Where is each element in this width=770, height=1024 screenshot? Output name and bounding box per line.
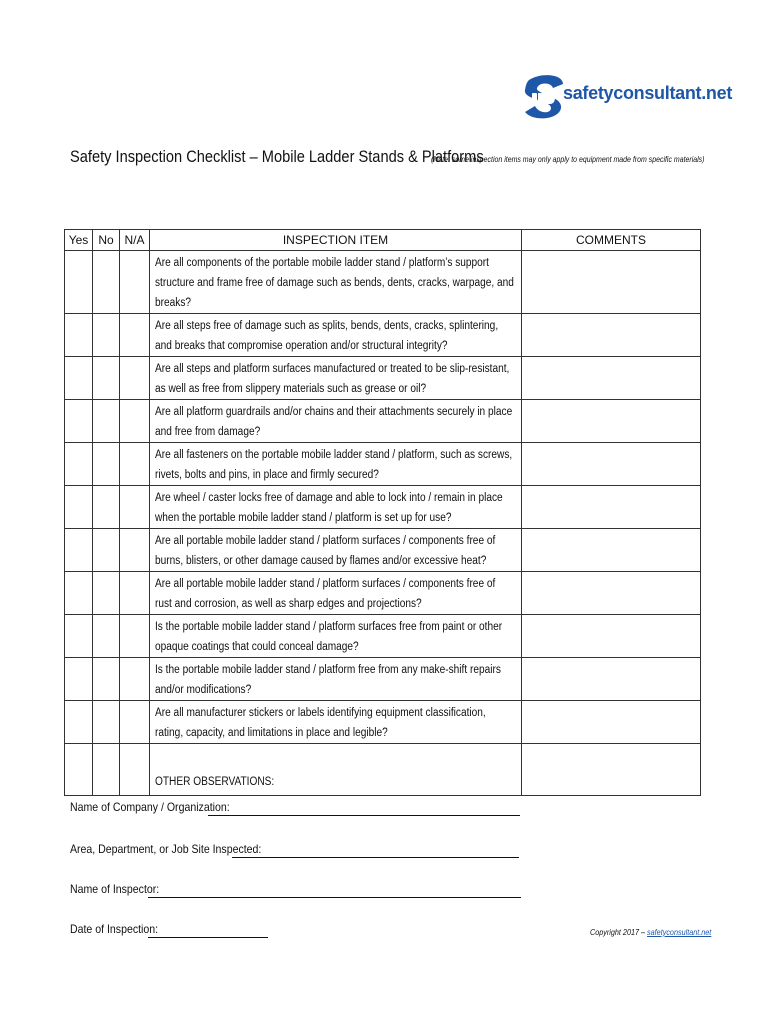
inspection-item-cell (150, 443, 522, 486)
comments-cell[interactable] (522, 400, 701, 443)
inspection-item-text: Are all components of the portable mobile ladder stand / platform’s support structure and frame free of damage such as bends, dents, cracks, warpage, and breaks? (155, 257, 514, 309)
comments-cell[interactable] (522, 615, 701, 658)
yes-checkbox-cell[interactable] (65, 744, 93, 796)
inspection-item-text: Are all steps free of damage such as splits, bends, dents, cracks, splintering, and breaks that compromise operation and/or structural integrity? (155, 320, 499, 352)
copyright-text: Copyright 2017 – (590, 927, 648, 937)
area-field (70, 842, 287, 856)
inspection-item-text: Are all manufacturer stickers or labels identifying equipment classification, rating, capacity, and limitations in place and legible? (155, 707, 486, 739)
table-row (65, 486, 701, 529)
inspection-item-cell (150, 400, 522, 443)
inspection-item-cell (150, 251, 522, 314)
column-header-comments: COMMENTS (522, 230, 701, 251)
no-checkbox-cell[interactable] (93, 486, 120, 529)
comments-cell[interactable] (522, 701, 701, 744)
date-input-line[interactable] (148, 937, 268, 938)
company-input-line[interactable] (208, 815, 520, 816)
yes-checkbox-cell[interactable] (65, 443, 93, 486)
comments-cell[interactable] (522, 314, 701, 357)
comments-cell[interactable] (522, 486, 701, 529)
area-input-line[interactable] (232, 857, 519, 858)
other-observations-label: OTHER OBSERVATIONS: (155, 776, 275, 788)
comments-cell[interactable] (522, 658, 701, 701)
no-checkbox-cell[interactable] (93, 701, 120, 744)
table-header-row (65, 230, 701, 251)
table-row (65, 443, 701, 486)
no-checkbox-cell[interactable] (93, 744, 120, 796)
inspection-item-cell (150, 486, 522, 529)
column-header-inspection-item: INSPECTION ITEM (150, 230, 522, 251)
comments-cell[interactable] (522, 251, 701, 314)
comments-cell[interactable] (522, 357, 701, 400)
no-checkbox-cell[interactable] (93, 529, 120, 572)
inspection-item-cell (150, 314, 522, 357)
no-checkbox-cell[interactable] (93, 615, 120, 658)
table-row (65, 615, 701, 658)
inspector-input-line[interactable] (148, 897, 521, 898)
na-checkbox-cell[interactable] (120, 251, 150, 314)
no-checkbox-cell[interactable] (93, 658, 120, 701)
column-header-no: No (93, 230, 120, 251)
yes-checkbox-cell[interactable] (65, 357, 93, 400)
na-checkbox-cell[interactable] (120, 357, 150, 400)
inspector-field (70, 882, 171, 896)
inspection-item-cell (150, 701, 522, 744)
area-label: Area, Department, or Job Site Inspected: (70, 842, 262, 856)
yes-checkbox-cell[interactable] (65, 615, 93, 658)
no-checkbox-cell[interactable] (93, 572, 120, 615)
inspector-label: Name of Inspector: (70, 882, 160, 896)
inspection-checklist-table (64, 229, 701, 796)
company-field (70, 800, 251, 814)
copyright-notice (590, 927, 711, 937)
na-checkbox-cell[interactable] (120, 744, 150, 796)
yes-checkbox-cell[interactable] (65, 572, 93, 615)
inspection-item-cell (150, 615, 522, 658)
page-title: Safety Inspection Checklist – Mobile Ladder Stands & Platforms (70, 147, 484, 166)
no-checkbox-cell[interactable] (93, 400, 120, 443)
comments-cell[interactable] (522, 572, 701, 615)
yes-checkbox-cell[interactable] (65, 314, 93, 357)
na-checkbox-cell[interactable] (120, 615, 150, 658)
na-checkbox-cell[interactable] (120, 701, 150, 744)
table-row (65, 658, 701, 701)
table-row (65, 357, 701, 400)
date-field (70, 922, 170, 936)
inspection-item-text: Are wheel / caster locks free of damage and able to lock into / remain in place when the portable mobile ladder stand / platform is set up for use? (155, 492, 503, 524)
materials-note: (Note: some inspection items may only apply to equipment made from specific materials) (431, 154, 705, 164)
inspection-item-cell (150, 658, 522, 701)
na-checkbox-cell[interactable] (120, 658, 150, 701)
table-row (65, 251, 701, 314)
inspection-item-cell (150, 529, 522, 572)
yes-checkbox-cell[interactable] (65, 400, 93, 443)
copyright-link[interactable]: safetyconsultant.net (647, 927, 712, 937)
inspection-item-text: Is the portable mobile ladder stand / platform surfaces free from paint or other opaque coatings that could conceal damage? (155, 621, 503, 653)
inspection-item-cell (150, 357, 522, 400)
other-observations-cell (150, 744, 522, 796)
inspection-item-text: Are all portable mobile ladder stand / platform surfaces / components free of burns, blisters, or other damage caused by flames and/or excessive heat? (155, 535, 496, 567)
comments-cell[interactable] (522, 443, 701, 486)
comments-cell[interactable] (522, 744, 701, 796)
na-checkbox-cell[interactable] (120, 529, 150, 572)
inspection-item-cell (150, 572, 522, 615)
na-checkbox-cell[interactable] (120, 572, 150, 615)
company-label: Name of Company / Organization: (70, 800, 230, 814)
no-checkbox-cell[interactable] (93, 443, 120, 486)
yes-checkbox-cell[interactable] (65, 486, 93, 529)
inspection-item-text: Are all portable mobile ladder stand / platform surfaces / components free of rust and corrosion, as well as sharp edges and projections? (155, 578, 496, 610)
date-label: Date of Inspection: (70, 922, 159, 936)
table-row (65, 701, 701, 744)
na-checkbox-cell[interactable] (120, 443, 150, 486)
na-checkbox-cell[interactable] (120, 314, 150, 357)
yes-checkbox-cell[interactable] (65, 658, 93, 701)
yes-checkbox-cell[interactable] (65, 529, 93, 572)
no-checkbox-cell[interactable] (93, 357, 120, 400)
na-checkbox-cell[interactable] (120, 486, 150, 529)
logo-wordmark: safetyconsultant.net (563, 83, 733, 103)
table-row (65, 529, 701, 572)
other-observations-row (65, 744, 701, 796)
table-row (65, 400, 701, 443)
na-checkbox-cell[interactable] (120, 400, 150, 443)
no-checkbox-cell[interactable] (93, 251, 120, 314)
no-checkbox-cell[interactable] (93, 314, 120, 357)
inspection-item-text: Are all platform guardrails and/or chains and their attachments securely in place and free from damage? (155, 406, 513, 438)
inspection-item-text: Are all steps and platform surfaces manufactured or treated to be slip-resistant, as well as free from slippery materials such as grease or oil? (155, 363, 510, 395)
yes-checkbox-cell[interactable] (65, 701, 93, 744)
inspection-item-text: Is the portable mobile ladder stand / platform free from any make-shift repairs and/or modifications? (155, 664, 501, 696)
column-header-yes: Yes (65, 230, 93, 251)
table-row (65, 314, 701, 357)
inspection-item-text: Are all fasteners on the portable mobile ladder stand / platform, such as screws, rivets, bolts and pins, in place and firmly secured? (155, 449, 513, 481)
table-row (65, 572, 701, 615)
comments-cell[interactable] (522, 529, 701, 572)
yes-checkbox-cell[interactable] (65, 251, 93, 314)
column-header-na: N/A (120, 230, 150, 251)
